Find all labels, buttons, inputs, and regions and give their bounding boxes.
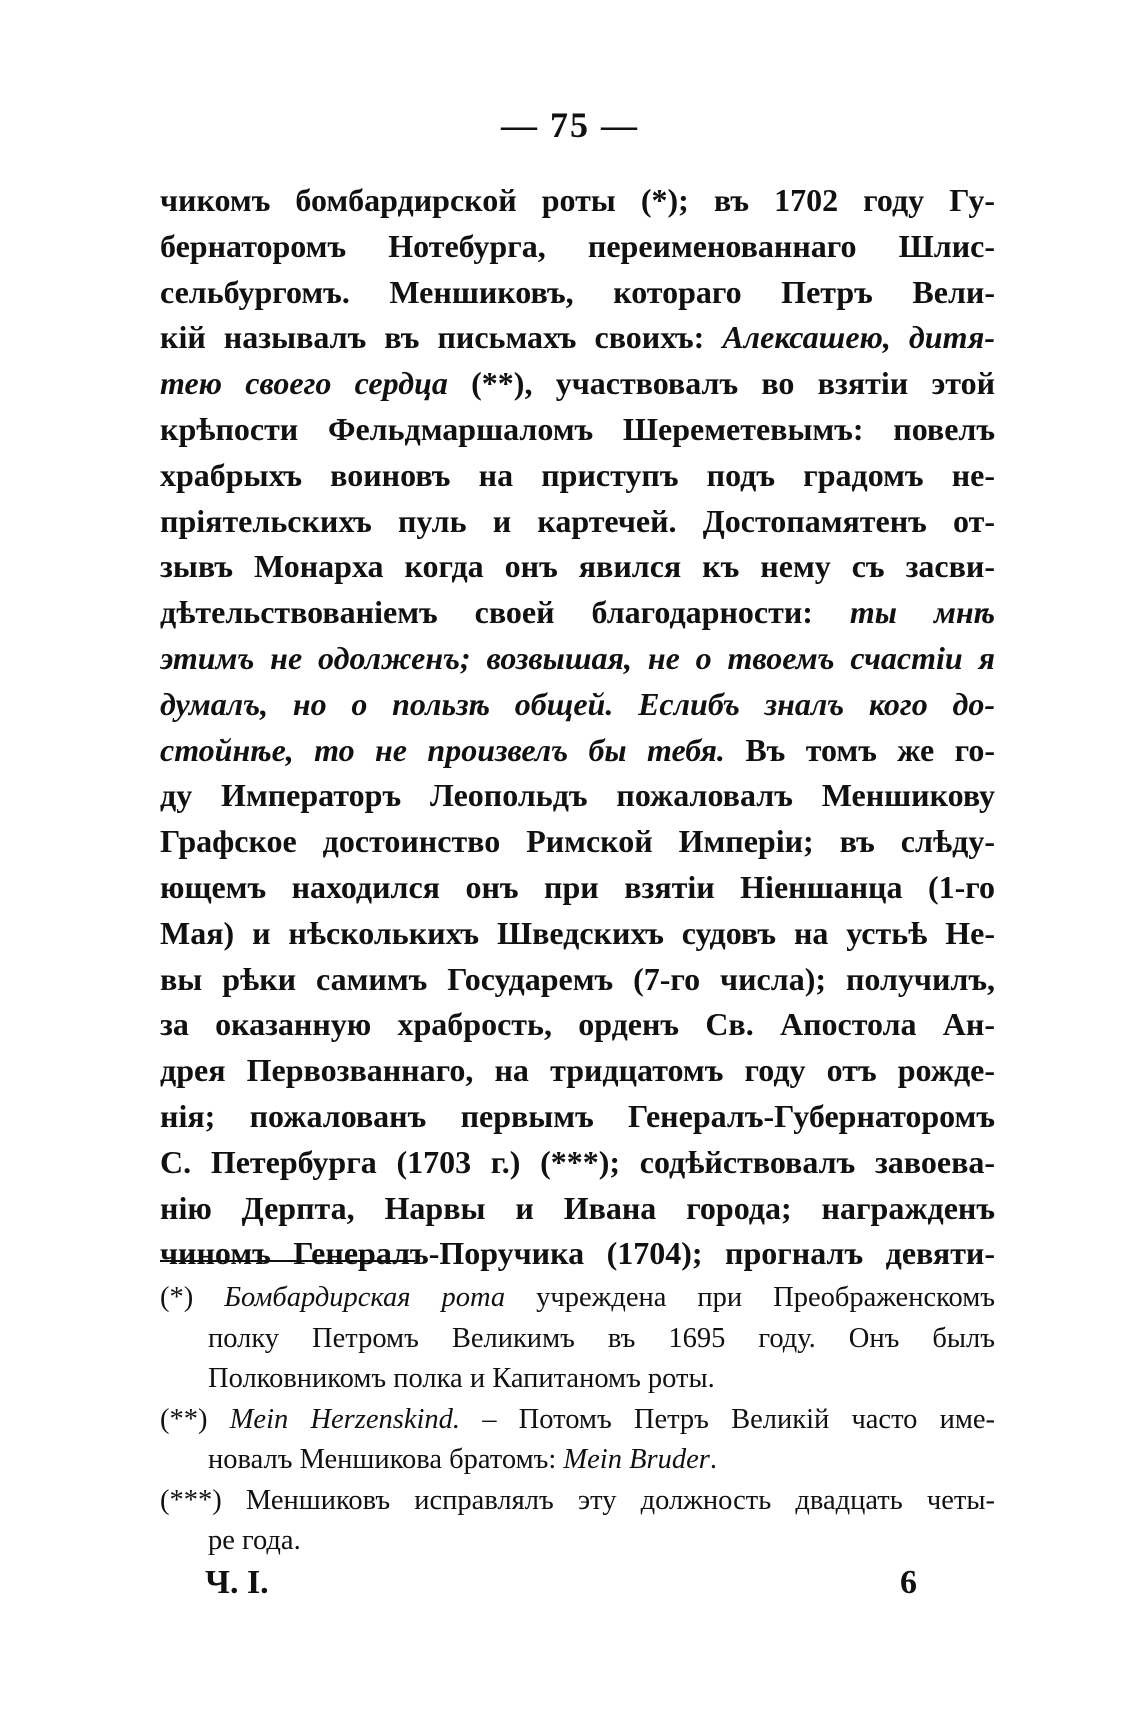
text-span: чиномъ Генералъ-Поручика (1704); прогналъ девяти- — [160, 1235, 995, 1272]
text-span: храбрыхъ воиновъ на приступъ подъ градомъ не- — [160, 456, 995, 493]
text-span: крѣпости Фельдмаршаломъ Шереметевымъ: повелъ — [160, 410, 995, 447]
footnotes — [160, 1278, 995, 1562]
text-span: ре года. — [208, 1525, 301, 1556]
text-span: . — [709, 1444, 717, 1475]
italic-span: тею своего сердца — [160, 365, 448, 402]
footnote-line — [160, 1319, 995, 1360]
text-line — [160, 178, 995, 224]
signature-mark: Ч. I. — [205, 1564, 269, 1601]
text-line — [160, 636, 995, 682]
text-line — [160, 1094, 995, 1140]
italic-span: Mein Bruder — [563, 1444, 710, 1475]
text-span: пріятельскихъ пуль и картечей. Достопамятенъ от- — [160, 502, 995, 539]
footnote-line — [160, 1400, 995, 1441]
text-span: бернаторомъ Нотебурга, переименованнаго Шлис- — [160, 227, 995, 264]
italic-span: Бомбардирская рота — [224, 1282, 506, 1313]
text-span: кій называлъ въ письмахъ своихъ: — [160, 319, 723, 356]
body-text — [160, 178, 995, 1277]
footnote-divider — [160, 1260, 415, 1262]
text-line — [160, 1002, 995, 1048]
text-span: С. Петербурга (1703 г.) (***); содѣйствовалъ завоева- — [160, 1143, 995, 1180]
text-span: ду Императоръ Леопольдъ пожаловалъ Меншикову — [160, 777, 995, 814]
text-line — [160, 1231, 995, 1277]
text-line — [160, 407, 995, 453]
text-line — [160, 1186, 995, 1232]
text-span: полку Петромъ Великимъ въ 1695 году. Онъ былъ — [208, 1322, 995, 1354]
text-line — [160, 911, 995, 957]
text-line — [160, 453, 995, 499]
sheet-number: 6 — [900, 1564, 917, 1601]
text-span: Графское достоинство Римской Имперіи; въ слѣду- — [160, 823, 995, 860]
text-span: – Потомъ Петръ Великій часто име- — [460, 1403, 995, 1435]
text-span: (*) — [160, 1282, 225, 1313]
italic-span: думалъ, но о пользѣ общей. Еслибъ зналъ кого до- — [160, 685, 995, 722]
page-number: — 75 — — [501, 105, 639, 145]
text-span: нію Дерпта, Нарвы и Ивана города; награжденъ — [160, 1189, 995, 1226]
text-span: нія; пожалованъ первымъ Генералъ-Губернаторомъ — [160, 1097, 995, 1134]
text-line — [160, 499, 995, 545]
text-line — [160, 773, 995, 819]
text-span: новалъ Меншикова братомъ: — [208, 1444, 564, 1475]
italic-span: стойнѣе, то не произвелъ бы тебя. — [160, 731, 725, 768]
text-line — [160, 224, 995, 270]
text-line — [160, 865, 995, 911]
footnote-line — [160, 1481, 995, 1522]
text-span: вы рѣки самимъ Государемъ (7-го числа); получилъ, — [160, 960, 995, 997]
text-line — [160, 682, 995, 728]
footnote-line — [160, 1278, 995, 1319]
footnote-line — [160, 1521, 995, 1562]
text-line — [160, 361, 995, 407]
text-span: за оказанную храбрость, орденъ Св. Апостола Ан- — [160, 1006, 995, 1043]
text-span: учреждена при Преображенскомъ — [505, 1282, 995, 1313]
text-line — [160, 728, 995, 774]
text-span: дрея Первозваннаго, на тридцатомъ году отъ рожде- — [160, 1052, 995, 1089]
text-span: Въ томъ же го- — [724, 731, 995, 768]
text-span: чикомъ бомбардирской роты (*); въ 1702 году Гу- — [160, 182, 995, 218]
italic-span: ты мнѣ — [849, 594, 995, 631]
text-line — [160, 544, 995, 590]
text-span: Полковникомъ полка и Капитаномъ роты. — [208, 1363, 715, 1394]
text-line — [160, 957, 995, 1003]
text-span: ющемъ находился онъ при взятіи Ніеншанца (1-го — [160, 868, 995, 905]
text-line — [160, 819, 995, 865]
text-span: зывъ Монарха когда онъ явился къ нему съ засви- — [160, 548, 995, 585]
text-line — [160, 315, 995, 361]
italic-span: этимъ не одолженъ; возвышая, не о твоемъ счастіи я — [160, 639, 995, 676]
italic-span: Mein Herzenskind. — [229, 1403, 461, 1435]
text-span: сельбургомъ. Меншиковъ, котораго Петръ Вели- — [160, 273, 995, 310]
text-line — [160, 590, 995, 636]
italic-span: Алексашею, дитя- — [722, 319, 995, 356]
text-span: Мая) и нѣсколькихъ Шведскихъ судовъ на устьѣ Не- — [160, 914, 995, 951]
text-line — [160, 1140, 995, 1186]
text-span: (**), участвовалъ во взятіи этой — [447, 365, 995, 402]
text-span: дѣтельствованіемъ своей благодарности: — [160, 594, 850, 631]
text-line — [160, 270, 995, 316]
footnote-line — [160, 1359, 995, 1400]
footnote-line — [160, 1440, 995, 1481]
text-span: (**) — [160, 1403, 230, 1435]
text-span: (***) Меншиковъ исправлялъ эту должность двадцать четы- — [160, 1484, 995, 1516]
text-line — [160, 1048, 995, 1094]
